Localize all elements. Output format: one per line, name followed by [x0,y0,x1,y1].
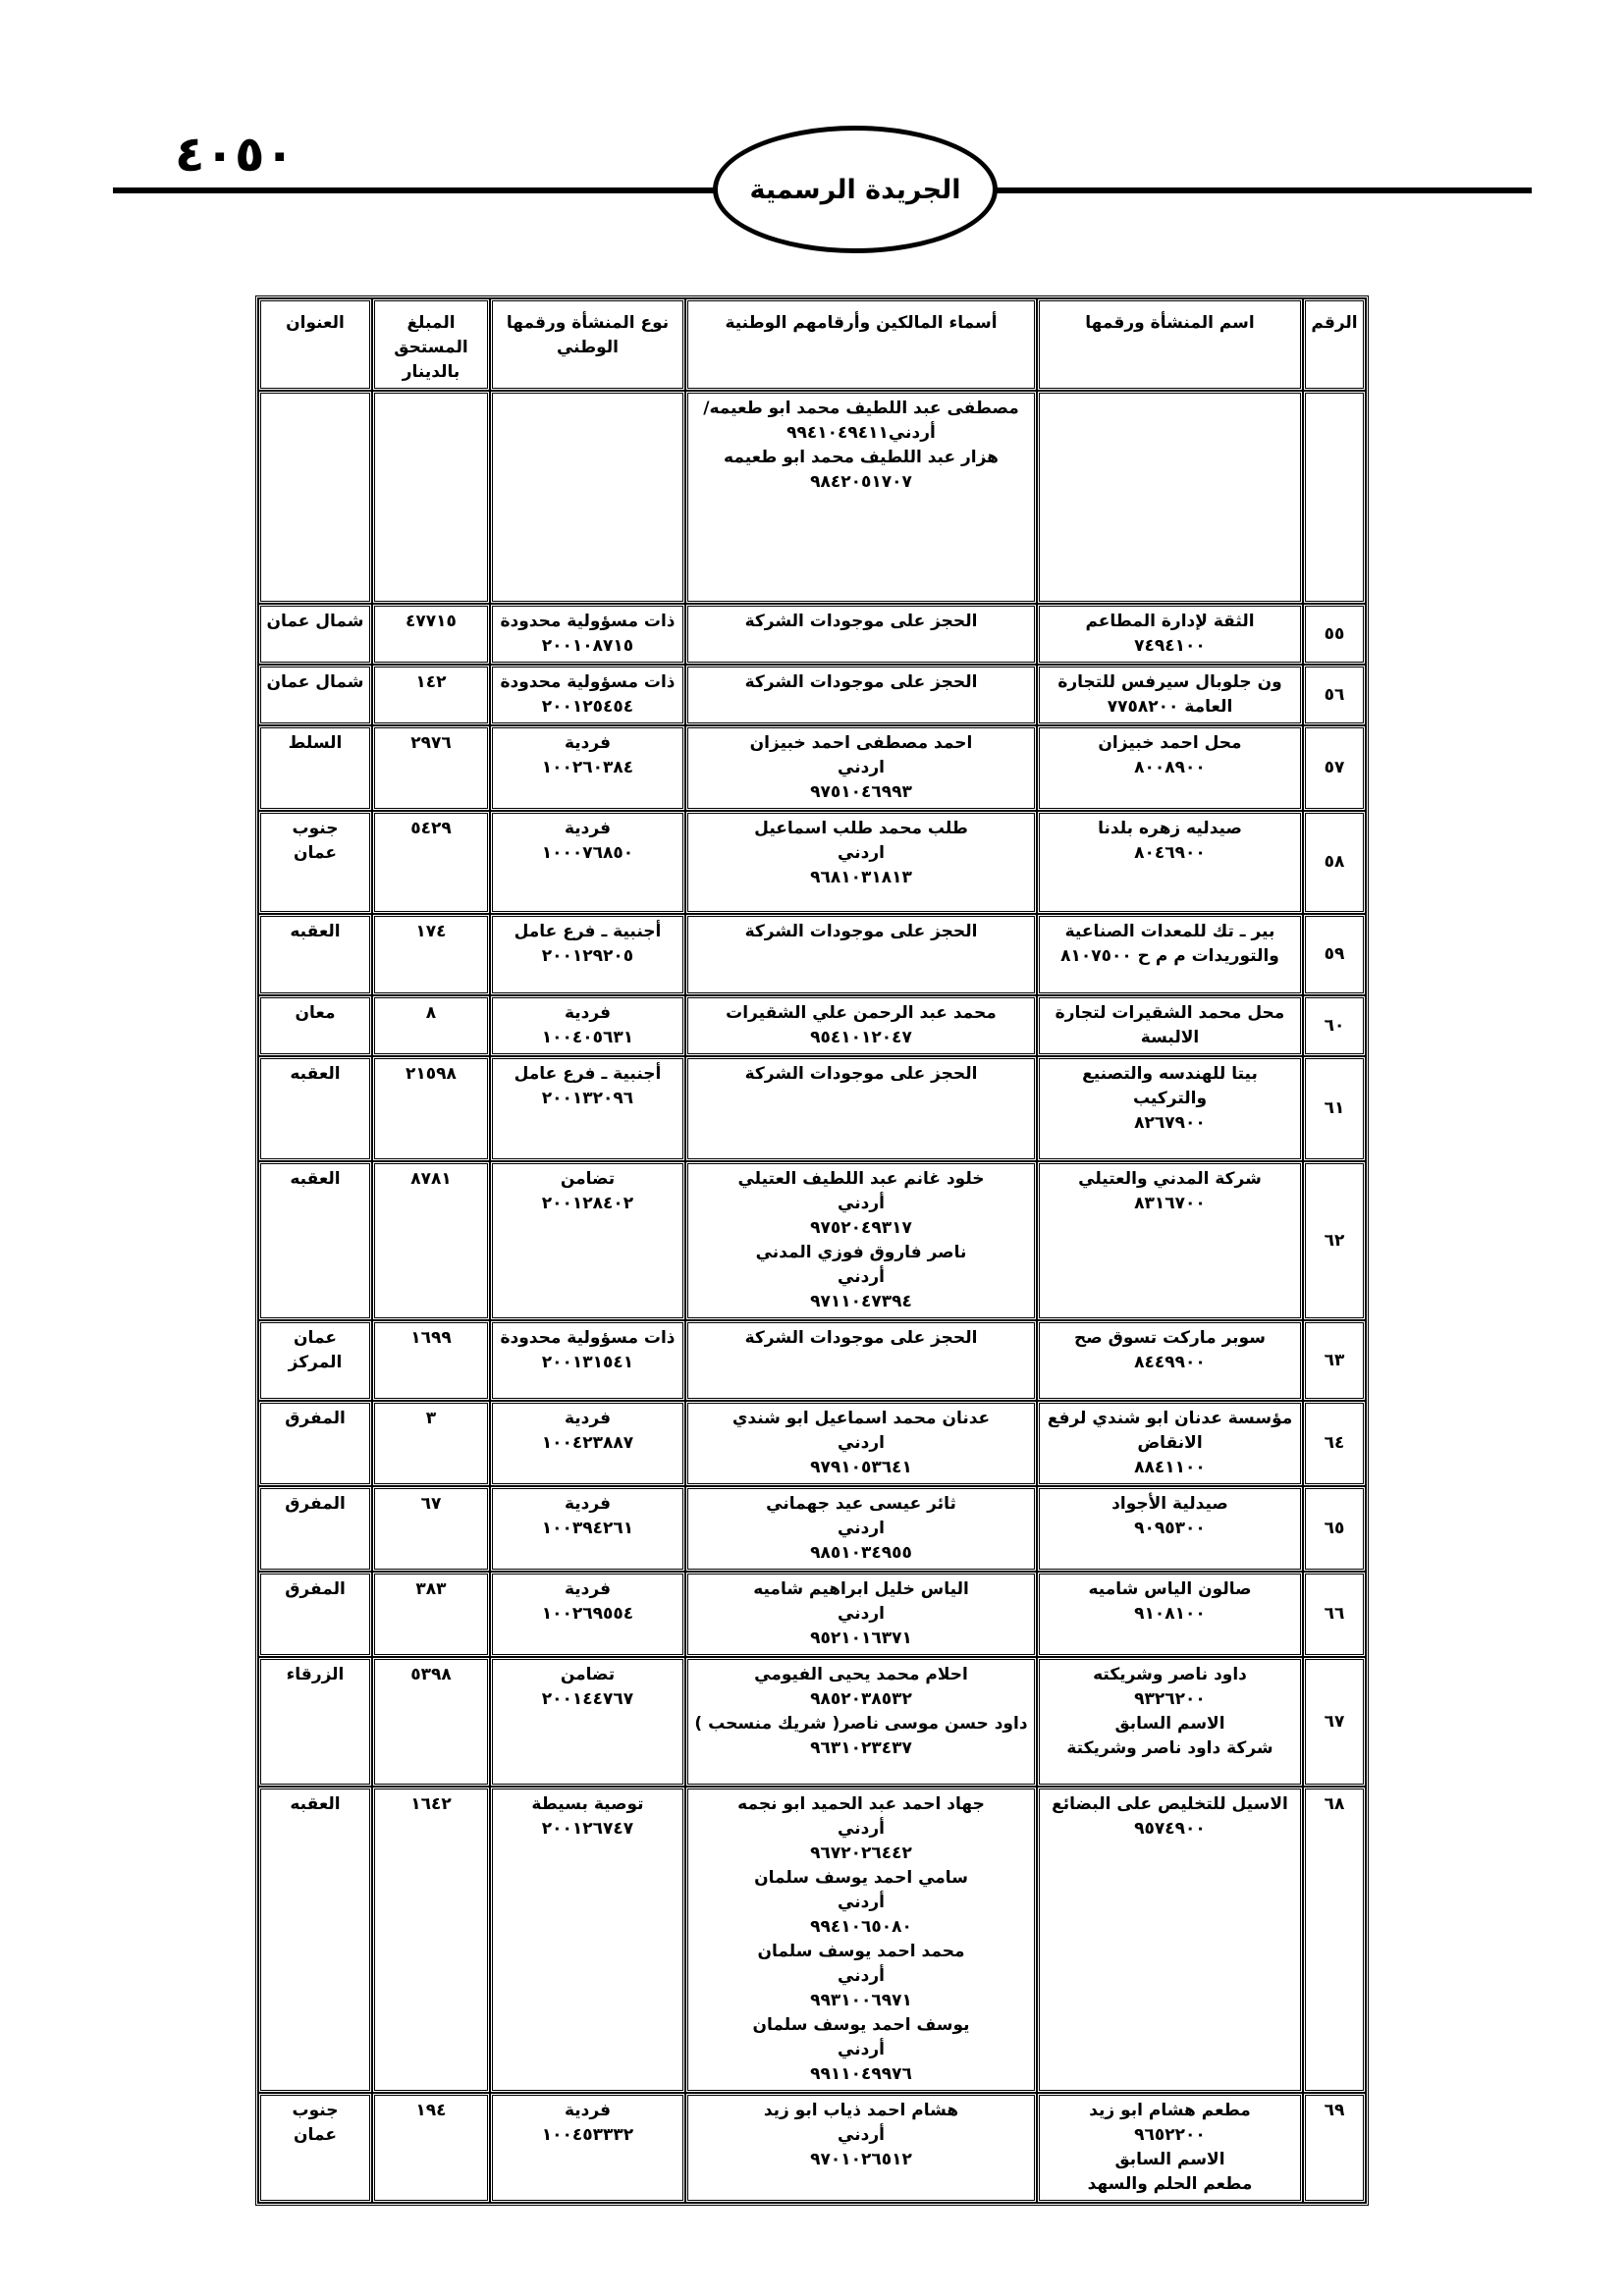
owners-cell-line: ٩٩١١٠٤٩٩٧٦ [810,2064,912,2084]
establishment-type [490,604,685,665]
owners-cell [685,1320,1037,1401]
establishment-name-line: الاسم السابق [1114,1714,1225,1734]
table-row [258,665,1366,725]
address-cell-line: عمان [294,843,337,863]
establishment-type [490,914,685,995]
establishment-type [490,1401,685,1486]
address-cell-line: المركز [288,1353,343,1372]
address-cell-line: العقبه [290,1064,341,1084]
establishment-name [1037,1161,1303,1320]
table-header-row [258,298,1366,391]
owners-cell-line: ٩٥٤١٠١٢٠٤٧ [810,1028,912,1047]
establishment-name-line: محل احمد خبيزان [1098,733,1242,753]
row-number: ٥٦ [1303,665,1366,725]
table-row [258,1056,1366,1161]
owners-cell-line: ٩٨٥١٠٣٤٩٥٥ [810,1543,912,1563]
owners-cell-line: أردني [838,1819,885,1839]
owners-cell-line: ناصر فاروق فوزي المدني [755,1243,967,1262]
table-row [258,1486,1366,1572]
establishment-name-line: مؤسسة عدنان ابو شندي لرفع [1047,1409,1293,1428]
amount-due: ٢١٥٩٨ [372,1056,490,1161]
owners-cell-line: الياس خليل ابراهيم شاميه [753,1579,969,1599]
row-number: ٥٩ [1303,914,1366,995]
establishment-type-line: تضامن [560,1169,616,1189]
establishment-type [490,2093,685,2203]
establishment-type-line: توصية بسيطة [531,1794,644,1814]
address-cell [258,1056,372,1161]
address-cell [258,1401,372,1486]
establishment-name-line: ٨٠٠٨٩٠٠ [1134,758,1206,777]
establishment-type-line: فردية [564,2101,612,2120]
table-row [258,1572,1366,1657]
establishment-name-line: بيتا للهندسه والتصنيع والتركيب [1082,1064,1258,1108]
owners-cell [685,1657,1037,1787]
establishment-name [1037,1486,1303,1572]
address-cell [258,811,372,914]
establishment-name-line: صالون الياس شاميه [1088,1579,1252,1599]
establishment-type [490,1320,685,1401]
address-cell-line: عمان [294,1328,337,1348]
establishment-name [1037,1320,1303,1401]
owners-cell-line: الحجز على موجودات الشركة [744,1064,978,1084]
amount-due [372,391,490,604]
owners-cell-line: اردني [838,843,885,863]
table-row [258,1787,1366,2093]
establishment-name-line: صيدليه زهره بلدنا [1098,819,1242,838]
establishment-type-line: فردية [564,1003,612,1023]
establishment-name-line: شركة داود ناصر وشريكتة [1066,1738,1273,1758]
address-cell-line: المفرق [285,1409,346,1428]
establishment-name [1037,391,1303,604]
gazette-title: الجريدة الرسمية [749,174,961,205]
address-cell-line: جنوب [292,819,339,838]
owners-cell-line: ٩٧٥١٠٤٦٩٩٣ [810,782,912,802]
col-header-number: الرقم [1303,298,1366,391]
address-cell-line: شمال عمان [266,672,364,692]
owners-cell [685,391,1037,604]
owners-cell-line: الحجز على موجودات الشركة [744,922,978,941]
owners-cell-line: أردني [838,1194,885,1213]
amount-due: ٥٣٩٨ [372,1657,490,1787]
owners-cell-line: طلب محمد طلب اسماعيل [754,819,968,838]
owners-cell-line: أردني٩٩٤١٠٤٩٤١١ [786,423,936,443]
owners-cell-line: أردني [838,2125,885,2145]
establishment-name-line: ٨٤٤٩٩٠٠ [1134,1353,1206,1372]
establishment-name-line: ٨٢٦٧٩٠٠ [1134,1113,1206,1133]
owners-cell-line: ثائر عيسى عيد جهماني [766,1494,956,1514]
table-row [258,1657,1366,1787]
owners-cell-line: الحجز على موجودات الشركة [744,672,978,692]
establishment-name-line: ٩٥٧٤٩٠٠ [1134,1819,1206,1839]
establishment-name [1037,811,1303,914]
amount-due: ٢٩٧٦ [372,725,490,811]
establishment-type-line: فردية [564,1409,612,1428]
owners-cell-line: ٩٧٩١٠٥٣٦٤١ [810,1458,912,1477]
establishment-name-line: ٩٦٥٢٢٠٠ [1134,2125,1206,2145]
establishment-name-line: مطعم هشام ابو زيد [1089,2101,1251,2120]
row-number: ٦٠ [1303,995,1366,1056]
establishment-name [1037,604,1303,665]
establishment-name-line: محل محمد الشقيرات لتجارة الالبسة [1055,1003,1285,1047]
amount-due: ٣٨٣ [372,1572,490,1657]
establishment-type-line: ٢٠٠١٤٤٧٦٧ [541,1689,634,1709]
establishment-type [490,391,685,604]
establishment-name-line: العامة ٧٧٥٨٢٠٠ [1107,697,1233,717]
address-cell [258,604,372,665]
row-number: ٦١ [1303,1056,1366,1161]
address-cell [258,725,372,811]
owners-cell-line: احمد مصطفى احمد خبيزان [749,733,973,753]
table-row [258,391,1366,604]
establishment-type [490,1657,685,1787]
establishment-type-line: ٢٠٠١٣١٥٤١ [541,1353,634,1372]
row-number: ٥٧ [1303,725,1366,811]
col-header-address: العنوان [258,298,372,391]
establishments-table [255,295,1369,2206]
establishment-name [1037,914,1303,995]
establishment-name [1037,995,1303,1056]
owners-cell [685,2093,1037,2203]
row-number: ٦٨ [1303,1787,1366,2093]
owners-cell-line: أردني [838,2040,885,2059]
owners-cell-line: اردني [838,1604,885,1624]
establishment-name-line: داود ناصر وشريكته [1093,1665,1247,1684]
owners-cell-line: ٩٦٧٢٠٢٦٤٤٢ [810,1843,912,1863]
owners-cell-line: أردني [838,1893,885,1912]
establishment-type [490,1056,685,1161]
row-number: ٦٩ [1303,2093,1366,2203]
address-cell-line: الزرقاء [286,1665,345,1684]
establishment-type-line: فردية [564,733,612,753]
establishment-name-line: ٨٨٤١١٠٠ [1134,1458,1206,1477]
address-cell-line: المفرق [285,1494,346,1514]
address-cell [258,995,372,1056]
col-header-name: اسم المنشأة ورقمها [1037,298,1303,391]
establishment-type-line: ١٠٠٢٦٠٣٨٤ [541,758,634,777]
owners-cell-line: مصطفى عبد اللطيف محمد ابو طعيمه/ [703,399,1019,418]
table-row [258,914,1366,995]
owners-cell-line: ٩٧٠١٠٢٦٥١٢ [810,2150,912,2169]
owners-cell-line: اردني [838,1433,885,1453]
owners-cell [685,1486,1037,1572]
address-cell [258,1572,372,1657]
address-cell [258,1657,372,1787]
amount-due: ١٩٤ [372,2093,490,2203]
row-number: ٥٥ [1303,604,1366,665]
table-row [258,1320,1366,1401]
establishment-name-line: ٨٣١٦٧٠٠ [1134,1194,1206,1213]
owners-cell-line: يوسف احمد يوسف سلمان [752,2015,970,2035]
amount-due: ٣ [372,1401,490,1486]
owners-cell-line: عدنان محمد اسماعيل ابو شندي [731,1409,991,1428]
owners-cell-line: أردني [838,1966,885,1986]
address-cell [258,1486,372,1572]
establishment-type-line: ٢٠٠١٢٩٢٠٥ [541,946,634,966]
amount-due: ١٦٤٢ [372,1787,490,2093]
establishment-type-line: ١٠٠٢٦٩٥٥٤ [541,1604,634,1624]
owners-cell-line: خلود غانم عبد اللطيف العتيلي [737,1169,985,1189]
establishment-type [490,1787,685,2093]
table-row [258,1401,1366,1486]
row-number: ٦٢ [1303,1161,1366,1320]
owners-cell [685,914,1037,995]
owners-cell-line: اردني [838,758,885,777]
address-cell-line: العقبه [290,1794,341,1814]
col-header-owners: أسماء المالكين وأرقامهم الوطنية [685,298,1037,391]
establishment-name-line: بير ـ تك للمعدات الصناعية [1064,922,1275,941]
owners-cell-line: هشام احمد ذياب ابو زيد [763,2101,959,2120]
owners-cell-line: ٩٧١١٠٤٧٣٩٤ [810,1292,912,1311]
owners-cell-line: ٩٨٥٢٠٣٨٥٣٢ [810,1689,912,1709]
row-number: ٦٦ [1303,1572,1366,1657]
establishment-type [490,725,685,811]
establishment-type-line: ١٠٠٤٥٣٣٣٢ [541,2125,634,2145]
establishment-name-line: والتوريدات م م ح ٨١٠٧٥٠٠ [1060,946,1279,966]
establishment-type-line: ١٠٠٤٠٥٦٣١ [541,1028,634,1047]
owners-cell [685,1056,1037,1161]
owners-cell [685,725,1037,811]
establishment-type-line: فردية [564,1579,612,1599]
establishment-name-line: صيدلية الأجواد [1111,1494,1228,1514]
owners-cell-line: الحجز على موجودات الشركة [744,612,978,631]
establishment-type-line: ١٠٠٤٢٣٨٨٧ [541,1433,634,1453]
establishment-type-line: فردية [564,819,612,838]
establishment-type-line: ذات مسؤولية محدودة [500,612,676,631]
amount-due: ١٦٩٩ [372,1320,490,1401]
owners-cell [685,811,1037,914]
establishment-type-line: فردية [564,1494,612,1514]
establishment-name-line: الانقاض [1137,1433,1203,1453]
address-cell [258,1161,372,1320]
owners-cell [685,995,1037,1056]
establishment-type-line: ١٠٠٣٩٤٢٦١ [541,1519,634,1538]
establishment-type-line: ذات مسؤولية محدودة [500,1328,676,1348]
table-row [258,1161,1366,1320]
address-cell [258,391,372,604]
establishment-type-line: تضامن [560,1665,616,1684]
table-row [258,725,1366,811]
establishment-name-line: ٩٠٩٥٣٠٠ [1134,1519,1206,1538]
table-row [258,2093,1366,2203]
establishment-type-line: ٢٠٠١٢٦٧٤٧ [541,1819,634,1839]
address-cell-line: شمال عمان [266,612,364,631]
owners-cell [685,1787,1037,2093]
establishment-type-line: ذات مسؤولية محدودة [500,672,676,692]
owners-cell-line: احلام محمد يحيى الفيومي [754,1665,968,1684]
owners-cell-line: سامي احمد يوسف سلمان [754,1868,968,1888]
establishment-type-line: ٢٠٠١٣٢٠٩٦ [541,1089,634,1108]
address-cell-line: جنوب [292,2101,339,2120]
owners-cell-line: داود حسن موسى ناصر( شريك منسحب ) [694,1714,1028,1734]
establishment-type-line: أجنبية ـ فرع عامل [514,1064,662,1084]
owners-cell-line: ٩٩٣١٠٠٦٩٧١ [810,1991,912,2010]
establishment-type [490,1486,685,1572]
address-cell [258,665,372,725]
establishment-type-line: ٢٠٠١٢٨٤٠٢ [541,1194,634,1213]
establishment-type-line: ١٠٠٠٧٦٨٥٠ [541,843,634,863]
owners-cell-line: ٩٩٤١٠٦٥٠٨٠ [810,1917,912,1937]
owners-cell [685,665,1037,725]
amount-due: ١٧٤ [372,914,490,995]
establishment-name [1037,1657,1303,1787]
owners-cell-line: ٩٦٣١٠٢٣٤٣٧ [810,1738,912,1758]
owners-cell-line: محمد عبد الرحمن علي الشقيرات [726,1003,997,1023]
gazette-title-badge [713,126,998,253]
amount-due: ١٤٢ [372,665,490,725]
row-number [1303,391,1366,604]
establishment-type [490,995,685,1056]
owners-cell [685,1161,1037,1320]
establishment-type [490,665,685,725]
table-row [258,995,1366,1056]
establishment-type [490,1161,685,1320]
establishment-name-line: ٩٣٢٦٢٠٠ [1134,1689,1206,1709]
table-row [258,604,1366,665]
row-number: ٦٥ [1303,1486,1366,1572]
owners-cell [685,604,1037,665]
establishment-name [1037,1401,1303,1486]
table-row [258,811,1366,914]
establishment-name [1037,2093,1303,2203]
row-number: ٦٣ [1303,1320,1366,1401]
row-number: ٥٨ [1303,811,1366,914]
address-cell-line: المفرق [285,1579,346,1599]
amount-due: ٥٤٢٩ [372,811,490,914]
establishment-name [1037,1056,1303,1161]
row-number: ٦٧ [1303,1657,1366,1787]
establishment-type [490,811,685,914]
col-header-type: نوع المنشأة ورقمها الوطني [490,298,685,391]
owners-cell-line: محمد احمد يوسف سلمان [757,1942,965,1961]
establishment-name [1037,1787,1303,2093]
owners-cell-line: اردني [838,1519,885,1538]
establishment-name-line: مطعم الحلم والسهد [1087,2174,1253,2194]
establishment-name [1037,1572,1303,1657]
page-number: ٤٠٥٠ [175,126,296,183]
amount-due: ٦٧ [372,1486,490,1572]
establishment-name [1037,725,1303,811]
establishment-name-line: شركة المدني والعتيلي [1078,1169,1262,1189]
owners-cell-line: هزار عبد اللطيف محمد ابو طعيمه [724,448,999,467]
establishment-name-line: ٨٠٤٦٩٠٠ [1134,843,1206,863]
owners-cell [685,1572,1037,1657]
address-cell [258,1787,372,2093]
col-header-amount: المبلغ المستحق بالدينار [372,298,490,391]
owners-cell-line: ٩٧٥٢٠٤٩٣١٧ [810,1218,912,1238]
establishment-name-line: الاسم السابق [1114,2150,1225,2169]
amount-due: ٨٧٨١ [372,1161,490,1320]
address-cell-line: معان [295,1003,336,1023]
address-cell-line: العقبه [290,1169,341,1189]
owners-cell [685,1401,1037,1486]
establishment-type-line: ٢٠٠١٢٥٤٥٤ [541,697,634,717]
establishment-name-line: ٧٤٩٤١٠٠ [1134,636,1206,656]
establishment-name-line: ون جلوبال سيرفس للتجارة [1057,672,1282,692]
establishment-name-line: الثقة لإدارة المطاعم [1085,612,1255,631]
amount-due: ٤٧٧١٥ [372,604,490,665]
owners-cell-line: الحجز على موجودات الشركة [744,1328,978,1348]
establishment-name [1037,665,1303,725]
owners-cell-line: ٩٥٢١٠١٦٣٧١ [810,1629,912,1648]
address-cell [258,914,372,995]
establishment-type-line: ٢٠٠١٠٨٧١٥ [541,636,634,656]
owners-cell-line: ٩٦٨١٠٣١٨١٣ [810,868,912,887]
establishment-name-line: ٩١٠٨١٠٠ [1134,1604,1206,1624]
establishment-name-line: سوبر ماركت تسوق صح [1074,1328,1266,1348]
address-cell-line: السلط [288,733,343,753]
address-cell-line: العقبه [290,922,341,941]
owners-cell-line: أردني [838,1267,885,1287]
address-cell-line: عمان [294,2125,337,2145]
row-number: ٦٤ [1303,1401,1366,1486]
address-cell [258,2093,372,2203]
address-cell [258,1320,372,1401]
amount-due: ٨ [372,995,490,1056]
establishment-type-line: أجنبية ـ فرع عامل [514,922,662,941]
owners-cell-line: جهاد احمد عبد الحميد ابو نجمه [737,1794,985,1814]
establishment-type [490,1572,685,1657]
establishment-name-line: الاسيل للتخليص على البضائع [1052,1794,1288,1814]
owners-cell-line: ٩٨٤٢٠٥١٧٠٧ [810,472,912,492]
